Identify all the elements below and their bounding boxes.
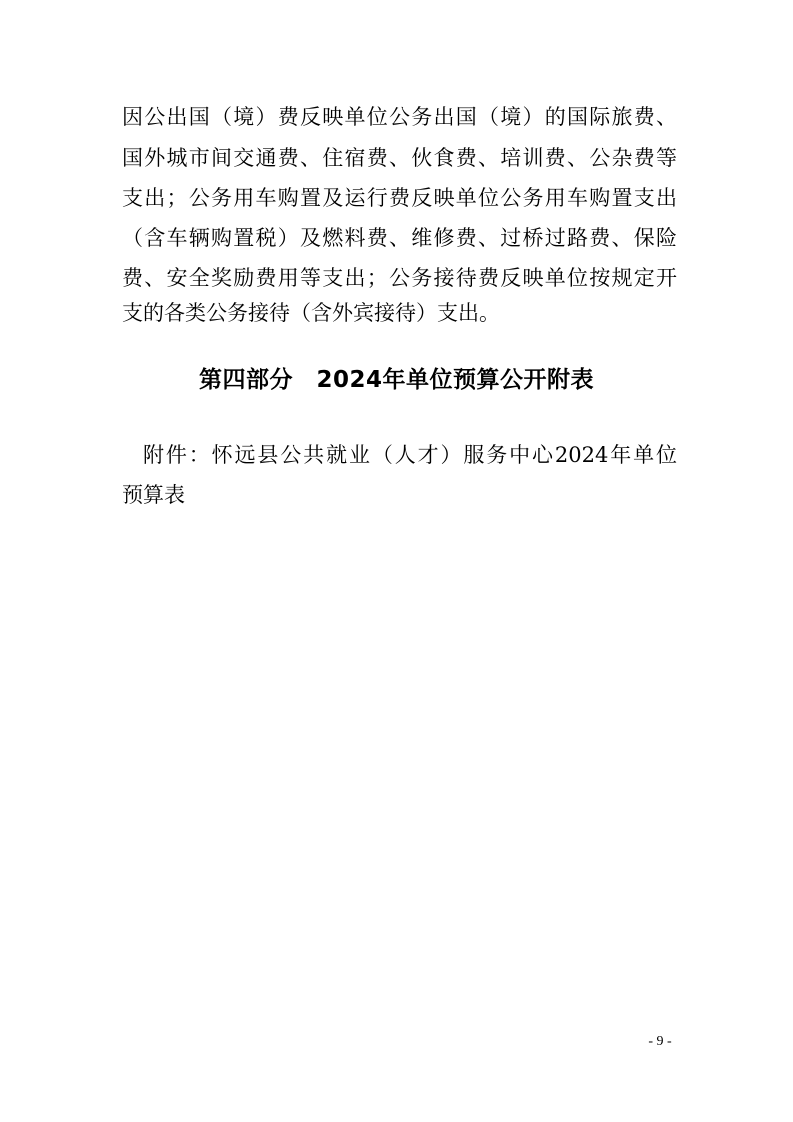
body-line-5: 费、安全奖励费用等支出；公务接待费反映单位按规定开 <box>122 266 677 290</box>
page-number: - 9 - <box>648 1034 672 1049</box>
body-line-3: 支出；公务用车购置及运行费反映单位公务用车购置支出 <box>122 186 677 210</box>
attachment-line-1: 附件：怀远县公共就业（人才）服务中心2024年单位 <box>143 443 677 467</box>
body-line-4: （含车辆购置税）及燃料费、维修费、过桥过路费、保险 <box>122 226 677 250</box>
body-line-1: 因公出国（境）费反映单位公务出国（境）的国际旅费、 <box>122 105 677 129</box>
section-heading: 第四部分 2024年单位预算公开附表 <box>198 367 594 393</box>
attachment-line-2: 预算表 <box>122 483 185 507</box>
body-line-2: 国外城市间交通费、住宿费、伙食费、培训费、公杂费等 <box>122 146 677 170</box>
body-line-6: 支的各类公务接待（含外宾接待）支出。 <box>122 301 500 325</box>
